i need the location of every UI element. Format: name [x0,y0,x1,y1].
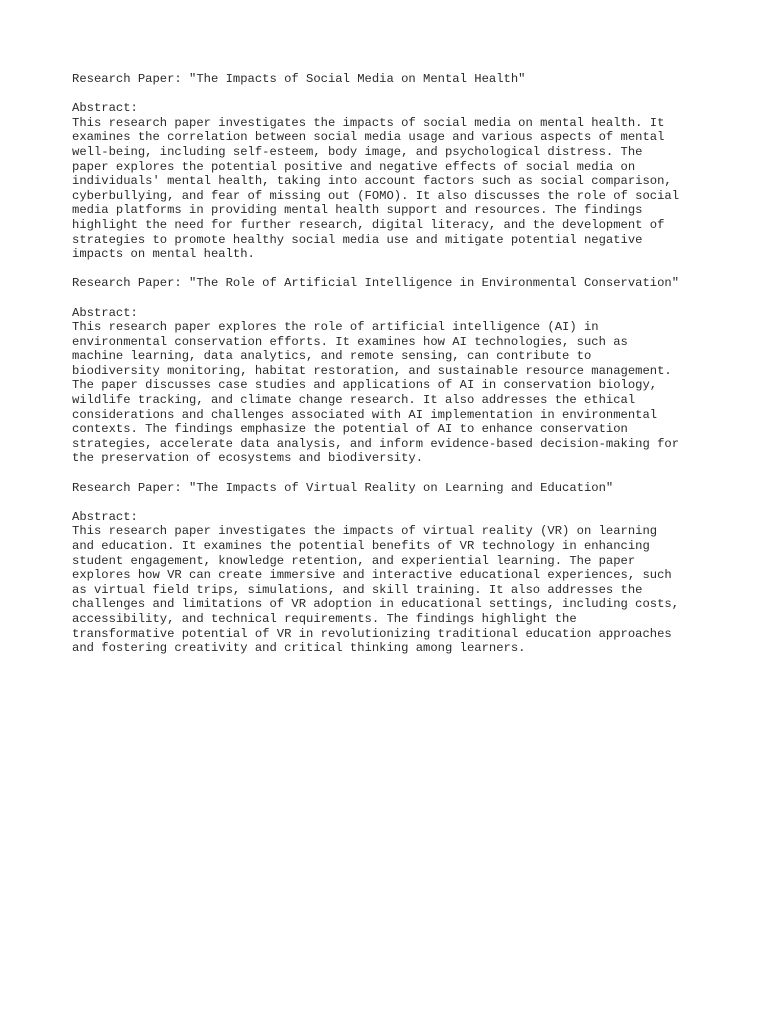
abstract-text: This research paper investigates the impacts of virtual reality (VR) on learning and education. It examines the potential benefits of VR technology in enhancing student engagement, knowledge retention, and experiential learning. The paper explores how VR can create immersive and interactive educational experiences, such as virtual field trips, simulations, and skill training. It also addresses the challenges and limitations of VR adoption in educational settings, including costs, accessibility, and technical requirements. The findings highlight the transformative potential of VR in revolutionizing traditional education approaches and fostering creativity and critical thinking among learners. [72,524,680,656]
abstract-text: This research paper investigates the impacts of social media on mental health. It examines the correlation between social media usage and various aspects of mental well-being, including self-esteem, body image, and psychological distress. The paper explores the potential positive and negative effects of social media on individuals' mental health, taking into account factors such as social comparison, cyberbullying, and fear of missing out (FOMO). It also discusses the role of social media platforms in providing mental health support and resources. The findings highlight the need for further research, digital literacy, and the development of strategies to promote healthy social media use and mitigate potential negative impacts on mental health. [72,115,680,262]
paper-title: Research Paper: "The Impacts of Social Media on Mental Health" [72,72,526,86]
abstract-text: This research paper explores the role of artificial intelligence (AI) in environmental conservation efforts. It examines how AI technologies, such as machine learning, data analytics, and remote sensing, can contribute to biodiversity monitoring, habitat restoration, and sustainable resource management. The paper discusses case studies and applications of AI in conservation biology, wildlife tracking, and climate change research. It also addresses the ethical considerations and challenges associated with AI implementation in environmental contexts. The findings emphasize the potential of AI to enhance conservation strategies, accelerate data analysis, and inform evidence-based decision-making for the preservation of ecosystems and biodiversity. [72,320,680,466]
paper-title: Research Paper: "The Role of Artificial Intelligence in Environmental Conservation" [72,276,680,291]
paper-section-virtual-reality [72,481,712,656]
paper-section-social-media [72,72,712,262]
paper-section-ai-conservation [72,276,712,466]
abstract-label: Abstract: [72,509,138,524]
paper-title: Research Paper: "The Impacts of Virtual Reality on Learning and Education" [72,480,614,495]
abstract-label: Abstract: [72,101,138,116]
document-page [72,72,712,670]
abstract-label: Abstract: [72,305,138,320]
